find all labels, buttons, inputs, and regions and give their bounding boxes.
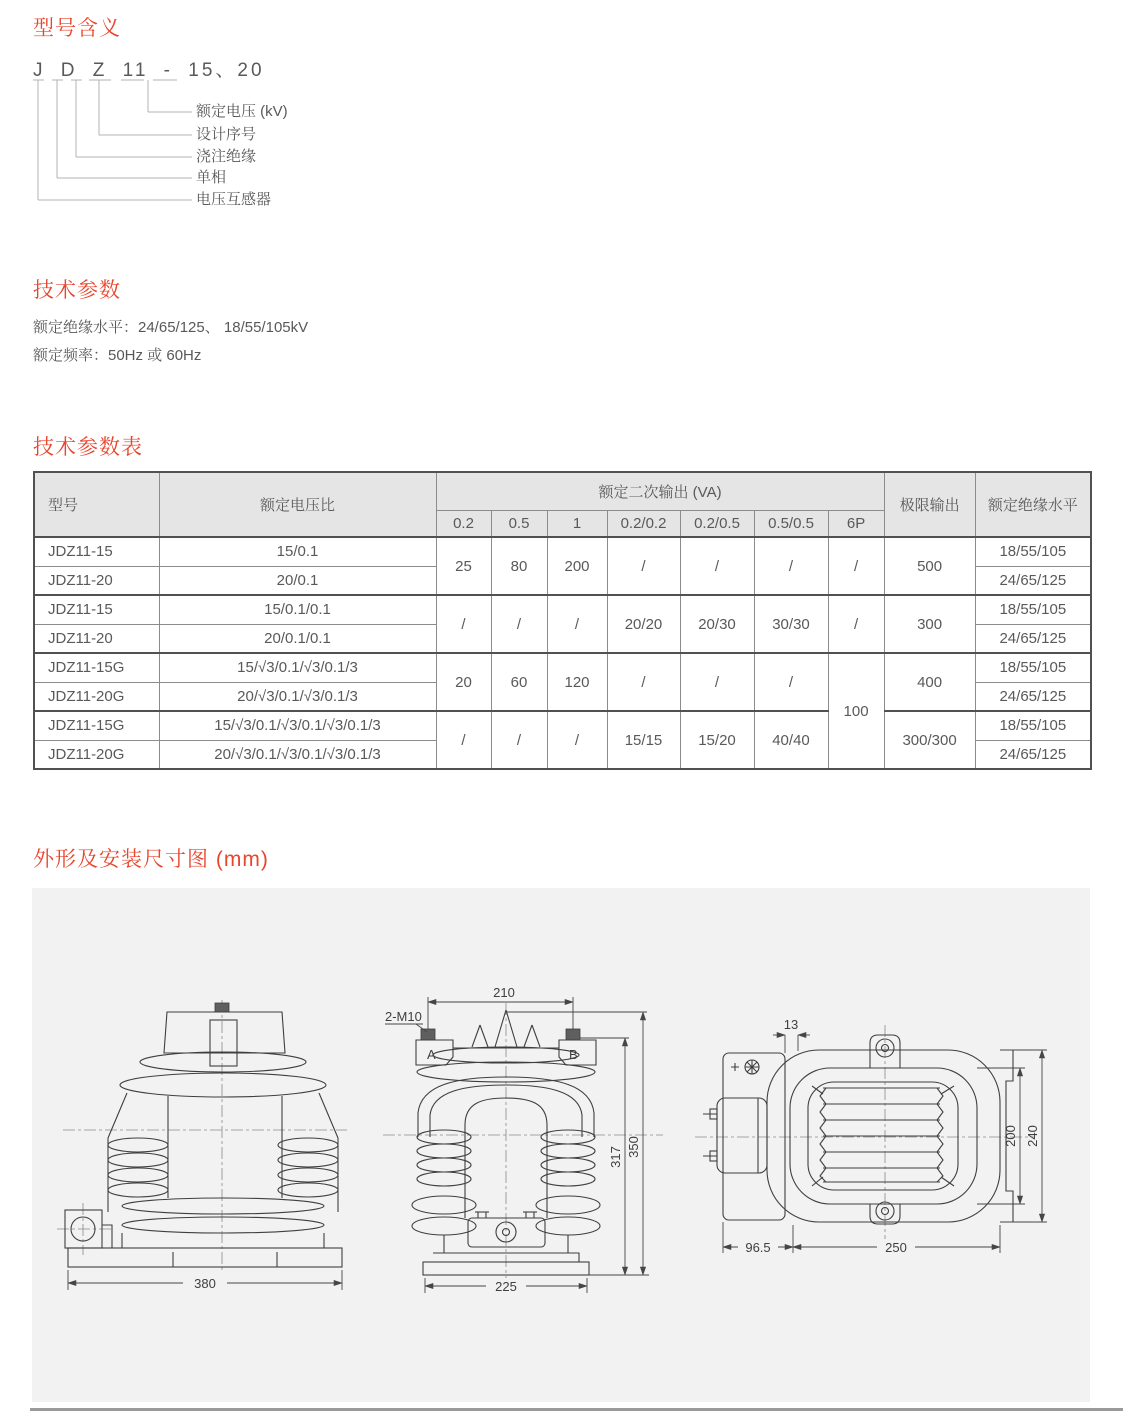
output-cell: 20 bbox=[436, 653, 491, 711]
top-core-width-dim: 250 bbox=[885, 1240, 907, 1255]
front-body-lines bbox=[65, 1003, 342, 1267]
top-box-depth-dim: 96.5 bbox=[745, 1240, 771, 1255]
output-cell: / bbox=[547, 711, 607, 769]
top-plate-offset-dim: 13 bbox=[783, 1017, 799, 1032]
col-header-class: 0.5 bbox=[491, 510, 547, 537]
output-cell: 80 bbox=[491, 537, 547, 595]
section-title-tech-params: 技术参数 bbox=[33, 279, 121, 302]
output-cell: / bbox=[436, 711, 491, 769]
ratio-cell: 15/√3/0.1/√3/0.1/3 bbox=[159, 653, 436, 682]
ratio-cell: 20/√3/0.1/√3/0.1/√3/0.1/3 bbox=[159, 740, 436, 769]
output-cell: / bbox=[547, 595, 607, 653]
model-diagram-leader-lines bbox=[30, 75, 590, 215]
ratio-cell: 20/0.1 bbox=[159, 566, 436, 595]
table-row bbox=[34, 653, 1091, 682]
top-total-depth-dim: 240 bbox=[1025, 1125, 1040, 1147]
side-terminal-span-dim: 210 bbox=[493, 985, 515, 1000]
col-header-limit-output: 极限输出 bbox=[884, 472, 975, 537]
side-base-width-dim: 225 bbox=[495, 1279, 517, 1294]
label-cast-insulation: 浇注绝缘 bbox=[196, 148, 257, 165]
output-cell: / bbox=[607, 537, 680, 595]
insulation-cell: 24/65/125 bbox=[975, 682, 1091, 711]
col-header-class: 6P bbox=[828, 510, 884, 537]
output-cell-6p: / bbox=[828, 537, 884, 595]
col-header-insulation: 额定绝缘水平 bbox=[975, 472, 1091, 537]
output-cell: 15/20 bbox=[680, 711, 754, 769]
section-title-model-meaning: 型号含义 bbox=[33, 17, 121, 40]
front-base-width-dim: 380 bbox=[194, 1276, 216, 1291]
table-row bbox=[34, 537, 1091, 566]
side-bolt-spec-label: 2-M10 bbox=[385, 1009, 422, 1024]
label-voltage-transformer: 电压互感器 bbox=[196, 191, 272, 208]
output-cell: 120 bbox=[547, 653, 607, 711]
model-code: J D Z 11 - 15、20 bbox=[33, 60, 265, 81]
model-cell: JDZ11-15G bbox=[34, 653, 159, 682]
spec-table bbox=[33, 471, 1092, 770]
ratio-cell: 15/0.1 bbox=[159, 537, 436, 566]
model-cell: JDZ11-20 bbox=[34, 566, 159, 595]
section-title-dimensions: 外形及安装尺寸图 (mm) bbox=[33, 848, 269, 871]
limit-cell: 500 bbox=[884, 537, 975, 595]
limit-cell: 300 bbox=[884, 595, 975, 653]
front-dimensions bbox=[68, 1270, 342, 1291]
model-cell: JDZ11-15G bbox=[34, 711, 159, 740]
output-cell: / bbox=[491, 711, 547, 769]
col-header-class: 0.5/0.5 bbox=[754, 510, 828, 537]
table-row bbox=[34, 595, 1091, 624]
output-cell: 25 bbox=[436, 537, 491, 595]
output-cell: 20/20 bbox=[607, 595, 680, 653]
output-cell: 15/15 bbox=[607, 711, 680, 769]
insulation-level-text: 额定绝缘水平：24/65/125、 18/55/105kV bbox=[33, 319, 309, 336]
output-cell: / bbox=[680, 537, 754, 595]
output-cell: / bbox=[680, 653, 754, 711]
front-view-drawing bbox=[55, 1000, 355, 1292]
output-cell: 20/30 bbox=[680, 595, 754, 653]
output-cell: / bbox=[436, 595, 491, 653]
output-cell: 40/40 bbox=[754, 711, 828, 769]
model-cell: JDZ11-15 bbox=[34, 595, 159, 624]
top-body-lines bbox=[703, 1035, 1013, 1224]
ratio-cell: 15/0.1/0.1 bbox=[159, 595, 436, 624]
side-terminal-a-label: A bbox=[427, 1047, 436, 1062]
top-core-height-dim: 200 bbox=[1003, 1125, 1018, 1147]
limit-cell: 300/300 bbox=[884, 711, 975, 769]
insulation-cell: 24/65/125 bbox=[975, 566, 1091, 595]
output-cell: 60 bbox=[491, 653, 547, 711]
output-cell: 200 bbox=[547, 537, 607, 595]
limit-cell: 400 bbox=[884, 653, 975, 711]
col-header-class: 0.2/0.5 bbox=[680, 510, 754, 537]
ratio-cell: 20/√3/0.1/√3/0.1/3 bbox=[159, 682, 436, 711]
output-cell: / bbox=[754, 537, 828, 595]
col-header-class: 0.2/0.2 bbox=[607, 510, 680, 537]
col-header-model: 型号 bbox=[34, 472, 159, 537]
output-cell-6p: / bbox=[828, 595, 884, 653]
label-design-serial: 设计序号 bbox=[196, 126, 257, 143]
col-header-class: 1 bbox=[547, 510, 607, 537]
frequency-text: 额定频率：50Hz 或 60Hz bbox=[33, 347, 202, 364]
col-header-secondary-output: 额定二次输出 (VA) bbox=[436, 472, 884, 510]
insulation-cell: 18/55/105 bbox=[975, 653, 1091, 682]
col-header-class: 0.2 bbox=[436, 510, 491, 537]
table-row bbox=[34, 711, 1091, 740]
insulation-cell: 18/55/105 bbox=[975, 595, 1091, 624]
side-view-drawing bbox=[383, 985, 663, 1295]
page-footer-rule bbox=[30, 1408, 1123, 1411]
side-terminal-b-label: B bbox=[569, 1047, 578, 1062]
label-single-phase: 单相 bbox=[196, 169, 227, 186]
ratio-cell: 15/√3/0.1/√3/0.1/√3/0.1/3 bbox=[159, 711, 436, 740]
model-cell: JDZ11-20G bbox=[34, 682, 159, 711]
output-cell-6p-shared: 100 bbox=[828, 653, 884, 769]
insulation-cell: 18/55/105 bbox=[975, 711, 1091, 740]
insulation-cell: 18/55/105 bbox=[975, 537, 1091, 566]
ratio-cell: 20/0.1/0.1 bbox=[159, 624, 436, 653]
output-cell: / bbox=[754, 653, 828, 711]
model-cell: JDZ11-20 bbox=[34, 624, 159, 653]
insulation-cell: 24/65/125 bbox=[975, 624, 1091, 653]
top-view-drawing bbox=[695, 1015, 1090, 1260]
col-header-ratio: 额定电压比 bbox=[159, 472, 436, 537]
model-cell: JDZ11-20G bbox=[34, 740, 159, 769]
insulation-cell: 24/65/125 bbox=[975, 740, 1091, 769]
output-cell: / bbox=[491, 595, 547, 653]
section-title-tech-table: 技术参数表 bbox=[33, 436, 143, 459]
output-cell: / bbox=[607, 653, 680, 711]
output-cell: 30/30 bbox=[754, 595, 828, 653]
label-rated-voltage: 额定电压 (kV) bbox=[196, 103, 288, 120]
side-height-to-flange-dim: 317 bbox=[608, 1146, 623, 1168]
model-cell: JDZ11-15 bbox=[34, 537, 159, 566]
side-total-height-dim: 350 bbox=[626, 1136, 641, 1158]
